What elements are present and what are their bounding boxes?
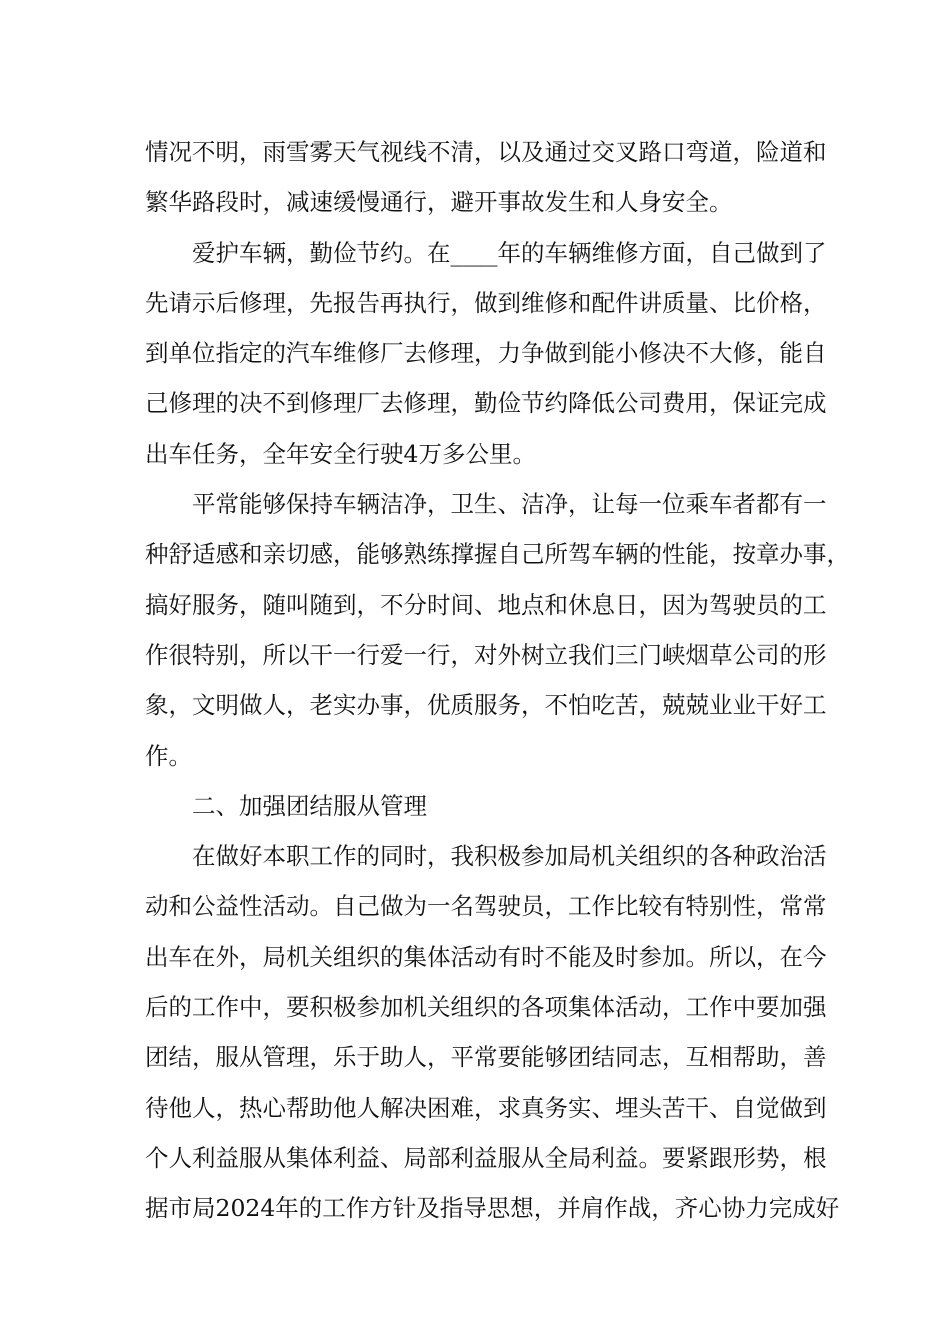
- text-line: 爱护车辆，勤俭节约。在____年的车辆维修方面，自己做到了: [192, 238, 827, 267]
- text-line: 己修理的决不到修理厂去修理，勤俭节约降低公司费用，保证完成: [145, 389, 827, 418]
- paragraph-3: [145, 479, 850, 781]
- section-heading-text: 二、加强团结服从管理: [192, 791, 427, 820]
- text-line: 在做好本职工作的同时，我积极参加局机关组织的各种政治活: [192, 842, 827, 871]
- text-line: 团结，服从管理，乐于助人，平常要能够团结同志，互相帮助，善: [145, 1043, 827, 1072]
- text-line: 到单位指定的汽车维修厂去修理，力争做到能小修决不大修，能自: [145, 339, 827, 368]
- paragraph-2: [145, 228, 827, 479]
- text-line: 种舒适感和亲切感，能够熟练撑握自己所驾车辆的性能，按章办事，: [145, 540, 850, 569]
- text-line: 繁华路段时，减速缓慢通行，避开事故发生和人身安全。: [145, 188, 733, 217]
- text-line: 先请示后修理，先报告再执行，做到维修和配件讲质量、比价格，: [145, 288, 827, 317]
- document-body: [145, 127, 850, 1234]
- paragraph-4: [145, 831, 840, 1233]
- text-line: 据市局2024年的工作方针及指导思想，并肩作战，齐心协力完成好: [145, 1194, 840, 1223]
- text-line: 动和公益性活动。自己做为一名驾驶员，工作比较有特别性，常常: [145, 892, 827, 921]
- text-line: 象，文明做人，老实办事，优质服务，不怕吃苦，兢兢业业干好工: [145, 691, 827, 720]
- text-line: 个人利益服从集体利益、局部利益服从全局利益。要紧跟形势，根: [145, 1143, 827, 1172]
- text-line: 作很特别，所以干一行爱一行，对外树立我们三门峡烟草公司的形: [145, 640, 827, 669]
- text-line: 出车在外，局机关组织的集体活动有时不能及时参加。所以，在今: [145, 942, 827, 971]
- text-line: 待他人，热心帮助他人解决困难，求真务实、埋头苦干、自觉做到: [145, 1093, 827, 1122]
- section-heading: [145, 781, 810, 831]
- text-line: 情况不明，雨雪雾天气视线不清，以及通过交叉路口弯道，险道和: [145, 138, 827, 166]
- text-line: 搞好服务，随叫随到，不分时间、地点和休息日，因为驾驶员的工: [145, 590, 827, 619]
- paragraph-1: [145, 127, 827, 228]
- text-line: 后的工作中，要积极参加机关组织的各项集体活动，工作中要加强: [145, 993, 827, 1022]
- text-line: 出车任务，全年安全行驶4万多公里。: [145, 439, 536, 468]
- text-line: 作。: [145, 741, 192, 770]
- text-line: 平常能够保持车辆洁净，卫生、洁净，让每一位乘车者都有一: [192, 490, 827, 519]
